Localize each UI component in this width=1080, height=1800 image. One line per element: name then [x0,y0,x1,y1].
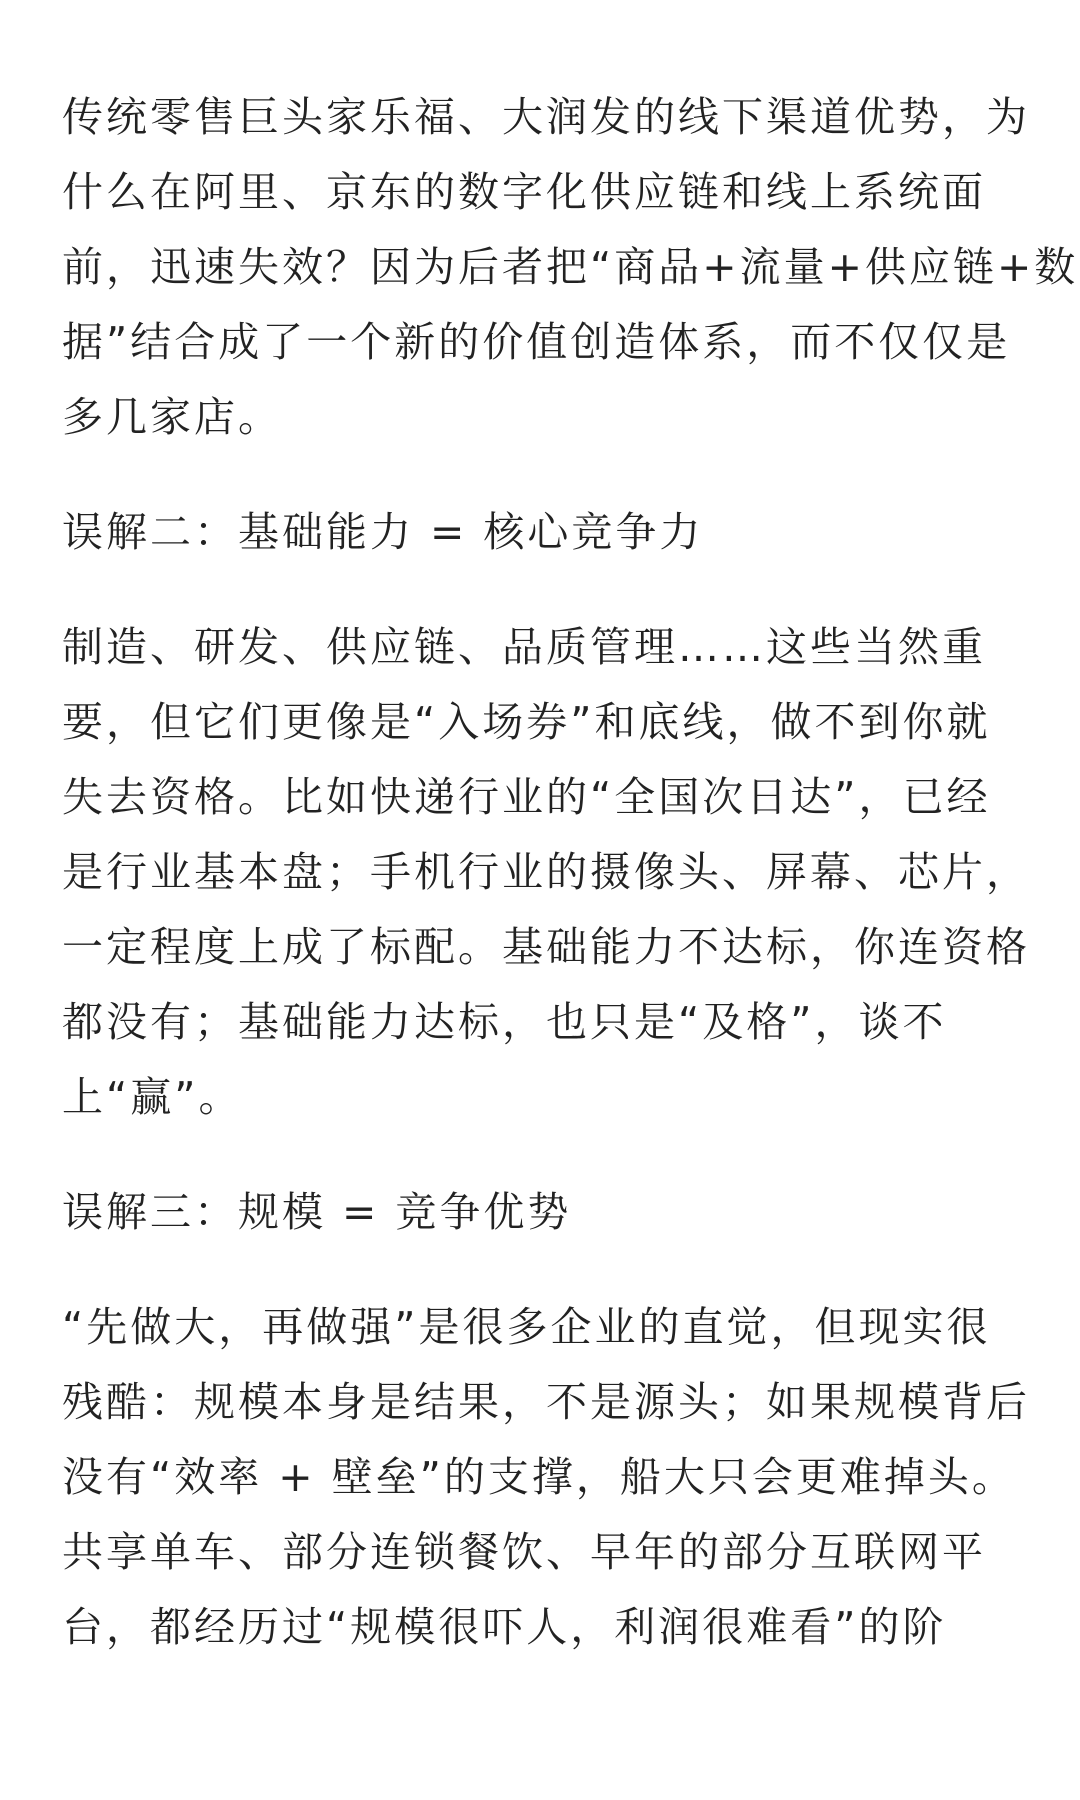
text-line: 残酷：规模本身是结果，不是源头；如果规模背后 [62,1378,1030,1426]
text-line: 一定程度上成了标配。基础能力不达标，你连资格 [62,923,1030,971]
text-line: 据”结合成了一个新的价值创造体系，而不仅仅是 [62,318,1011,366]
text-line: 都没有；基础能力达标，也只是“及格”，谈不 [62,998,947,1046]
paragraph-retail-example [62,80,1079,455]
text-line: 前，迅速失效？因为后者把“商品+流量+供应链+数 [62,243,1079,291]
paragraph-scale [62,1290,1030,1665]
text-line: 传统零售巨头家乐福、大润发的线下渠道优势，为 [62,93,1030,141]
article-body [62,80,1079,1705]
text-line: 台，都经历过“规模很吓人，利润很难看”的阶 [62,1603,947,1651]
text-line: 多几家店。 [62,393,282,441]
text-line: 上“赢”。 [62,1073,243,1121]
text-line: 什么在阿里、京东的数字化供应链和线上系统面 [62,168,986,216]
text-line: 共享单车、部分连锁餐饮、早年的部分互联网平 [62,1528,986,1576]
text-line: 要，但它们更像是“入场券”和底线，做不到你就 [62,698,991,746]
paragraph-basic-capability [62,610,1030,1135]
text-line: 没有“效率 + 壁垒”的支撑，船大只会更难掉头。 [62,1453,1016,1501]
section-heading-misconception-3: 误解三：规模 = 竞争优势 [62,1188,572,1236]
text-line: 是行业基本盘；手机行业的摄像头、屏幕、芯片， [62,848,1030,896]
section-heading-misconception-2: 误解二：基础能力 = 核心竞争力 [62,508,704,556]
text-line: 制造、研发、供应链、品质管理……这些当然重 [62,623,986,671]
text-line: “先做大，再做强”是很多企业的直觉，但现实很 [62,1303,991,1351]
text-line: 失去资格。比如快递行业的“全国次日达”，已经 [62,773,991,821]
